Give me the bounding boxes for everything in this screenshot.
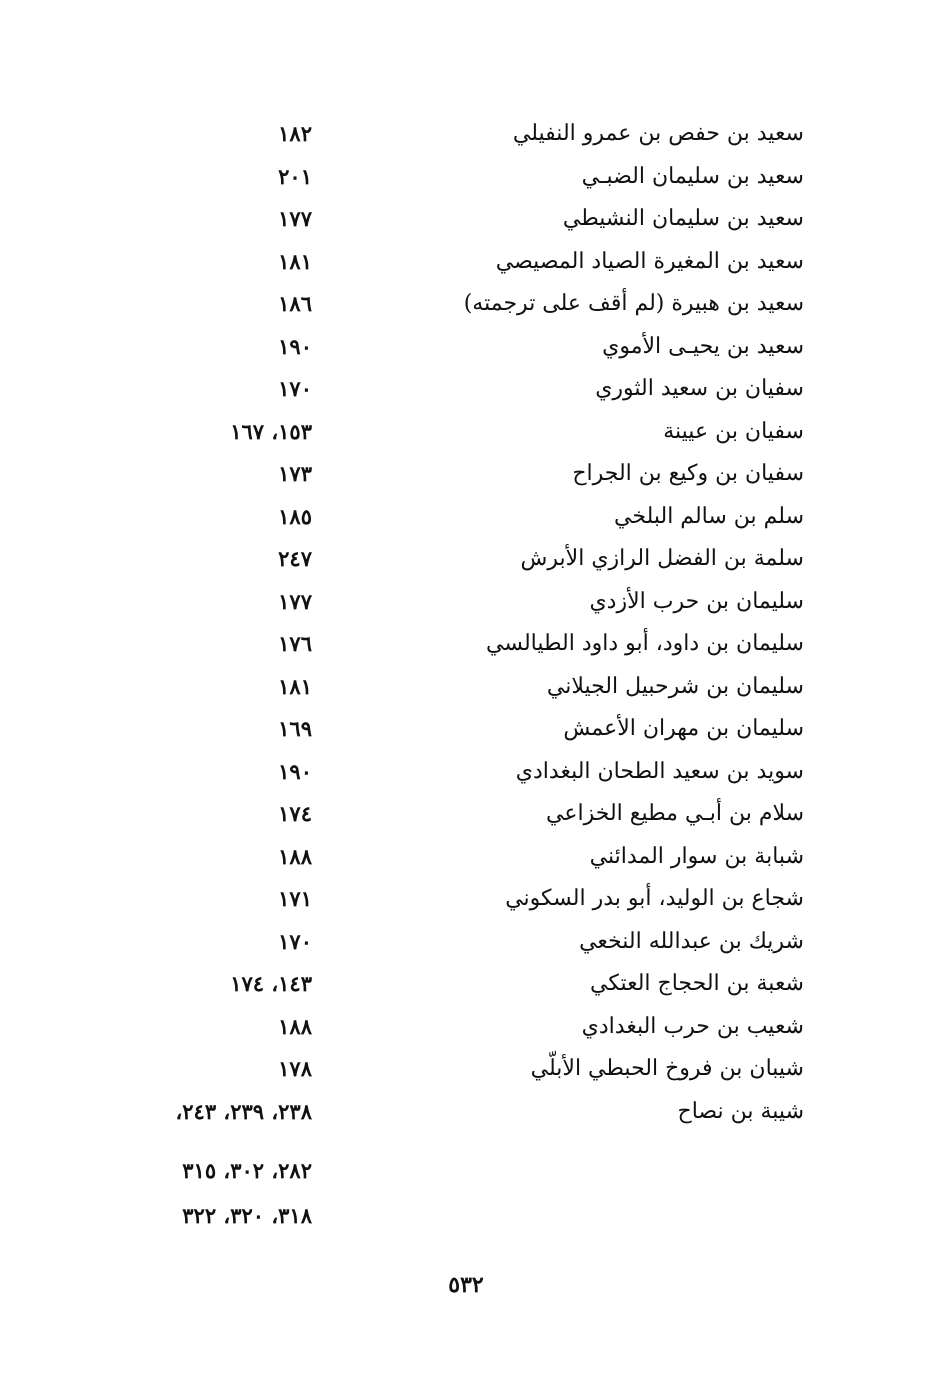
entry-page-numbers: ١٨١ [278,673,312,699]
entry-page-numbers: ٢٠١ [278,163,312,189]
entry-page-numbers: ١٧٨ [278,1056,312,1081]
index-entry [0,581,932,624]
entry-name: سفيان بن سعيد الثوري [595,376,804,401]
entry-page-numbers: ٢٣٨، ٢٣٩، ٢٤٣، [175,1098,312,1124]
entry-page-numbers-continuation: ٢٨٢، ٣٠٢، ٣١٥ [182,1158,312,1183]
entry-name: سفيان بن وكيع بن الجراح [572,461,804,486]
entry-page-numbers: ١٨١ [278,248,312,274]
entry-name: سعيد بن هبيرة (لم أقف على ترجمته) [463,291,804,316]
entry-name: سلمة بن الفضل الرازي الأبرش [520,546,804,571]
entry-name: شيبة بن نصاح [677,1098,804,1124]
entry-name: سفيان بن عيينة [663,418,804,444]
entry-page-numbers: ١٧٣ [278,461,312,486]
index-entry [0,1091,932,1134]
index-entry-list [0,113,932,1133]
entry-page-numbers: ١٧٦ [278,631,312,656]
entry-page-numbers: ١٨٢ [278,121,312,146]
entry-name: سعيد بن حفص بن عمرو النفيلي [512,121,804,146]
entry-name: سلم بن سالم البلخي [614,503,804,529]
entry-name: سعيد بن المغيرة الصياد المصيصي [495,248,804,274]
index-entry [0,921,932,964]
index-entry [0,283,932,326]
entry-page-numbers: ١٤٣، ١٧٤ [230,971,312,996]
index-entry [0,623,932,666]
index-entry [0,113,932,156]
entry-page-numbers: ١٨٥ [278,503,312,529]
index-entry [0,241,932,284]
index-entry [0,963,932,1006]
entry-page-numbers: ١٧٧ [278,206,312,231]
entry-name: سليمان بن شرحبيل الجيلاني [546,673,804,699]
index-entry [0,326,932,369]
entry-name: شريك بن عبدالله النخعي [579,928,804,954]
index-entry [0,411,932,454]
entry-name: شعيب بن حرب البغدادي [581,1013,804,1039]
entry-page-numbers: ٢٤٧ [278,546,312,571]
entry-page-numbers: ١٦٩ [278,716,312,741]
entry-name: شبابة بن سوار المدائني [589,843,804,869]
entry-page-numbers: ١٧٠ [278,376,312,401]
entry-page-numbers: ١٧٧ [278,588,312,614]
entry-page-numbers: ١٨٨ [278,1013,312,1039]
page-number: ٥٣٢ [448,1272,484,1298]
entry-name: سلام بن أبـي مطيع الخزاعي [546,801,804,826]
index-entry [0,878,932,921]
entry-name: سليمان بن داود، أبو داود الطيالسي [485,631,804,656]
index-entry [0,368,932,411]
entry-name: سعيد بن سليمان النشيطي [562,206,804,231]
entry-page-numbers: ١٩٠ [278,758,312,784]
index-entry [0,453,932,496]
entry-page-numbers: ١٨٦ [278,291,312,316]
index-entry [0,836,932,879]
index-entry [0,751,932,794]
index-entry [0,708,932,751]
entry-page-numbers: ١٨٨ [278,843,312,869]
entry-page-numbers: ١٩٠ [278,333,312,359]
entry-page-numbers: ١٥٣، ١٦٧ [230,418,312,444]
entry-name: سعيد بن سليمان الضبـي [581,163,804,189]
entry-name: سليمان بن مهران الأعمش [563,716,804,741]
entry-name: شجاع بن الوليد، أبو بدر السكوني [505,886,804,911]
entry-page-numbers: ١٧١ [278,886,312,911]
entry-name: سويد بن سعيد الطحان البغدادي [515,758,804,784]
index-entry [0,496,932,539]
index-entry [0,538,932,581]
entry-page-numbers: ١٧٤ [278,801,312,826]
index-entry [0,1048,932,1091]
entry-name: سعيد بن يحيـى الأموي [602,333,804,359]
entry-name: شعبة بن الحجاج العتكي [589,971,804,996]
index-entry [0,198,932,241]
index-entry [0,793,932,836]
entry-page-numbers: ١٧٠ [278,928,312,954]
entry-name: سليمان بن حرب الأزدي [589,588,804,614]
index-entry [0,156,932,199]
entry-name: شيبان بن فروخ الحبطي الأبلّي [530,1056,804,1081]
index-entry [0,1006,932,1049]
entry-page-numbers-continuation: ٣١٨، ٣٢٠، ٣٢٢ [182,1203,312,1228]
index-entry [0,666,932,709]
